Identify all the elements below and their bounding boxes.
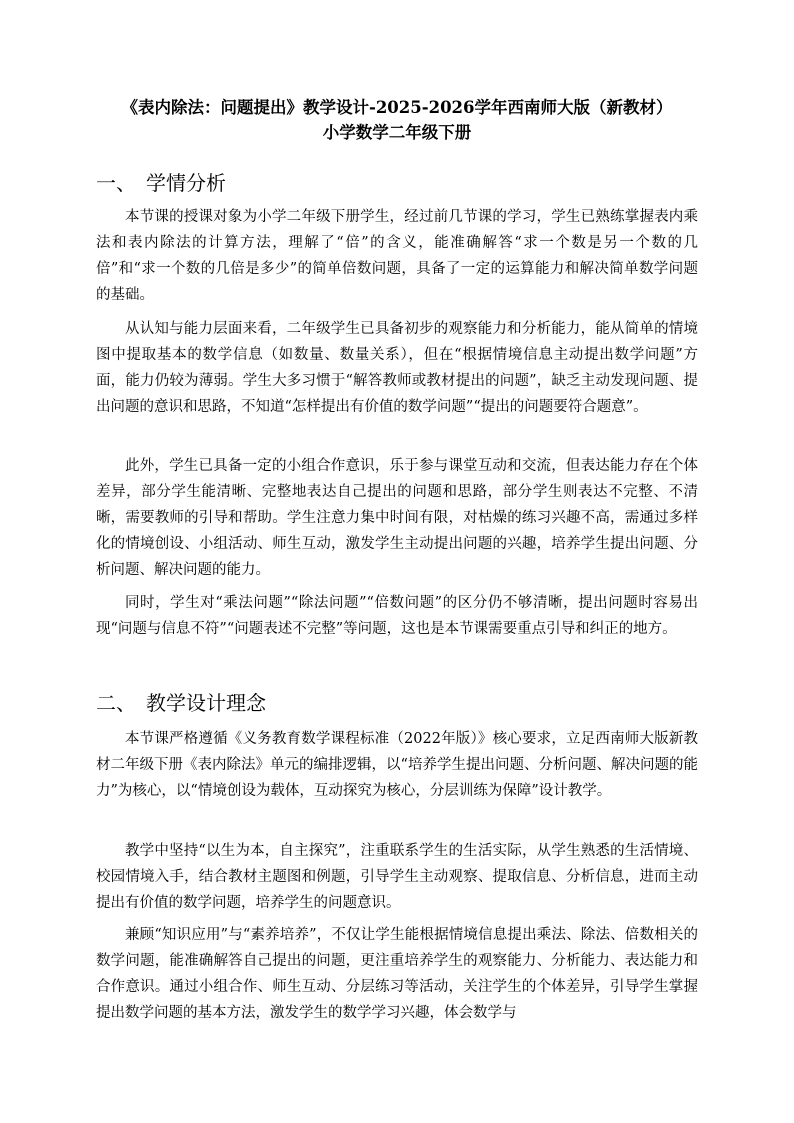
section-title: 学情分析 bbox=[146, 171, 226, 195]
document-title-line-1: 《表内除法：问题提出》教学设计-2025-2026学年西南师大版（新教材） bbox=[121, 98, 673, 117]
paragraph: 同时，学生对“乘法问题”“除法问题”“倍数问题”的区分仍不够清晰，提出问题时容易出现“问题与信息不符”“问题表述不完整”等问题，这也是本节课需要重点引导和纠正的地方。 bbox=[96, 595, 698, 637]
paragraph: 从认知与能力层面来看，二年级学生已具备初步的观察能力和分析能力，能从简单的情境图中提取基本的数学信息（如数量、数量关系），但在“根据情境信息主动提出数学问题”方面，能力仍较为薄弱。学生大多习惯于“解答教师或教材提出的问题”，缺乏主动发现问题、提出问题的意识和思路，不知道“怎样提出有价值的数学问题”“提出的问题要符合题意”。 bbox=[96, 321, 698, 415]
paragraph: 教学中坚持“以生为本，自主探究”，注重联系学生的生活实际，从学生熟悉的生活情境、校园情境入手，结合教材主题图和例题，引导学生主动观察、提取信息、分析信息，进而主动提出有价值的数学问题，培养学生的问题意识。 bbox=[96, 843, 698, 911]
section-title: 教学设计理念 bbox=[146, 691, 266, 715]
section-heading-design-concept bbox=[96, 690, 266, 716]
section-heading-learning-analysis bbox=[96, 170, 226, 196]
document-title-line-2: 小学数学二年级下册 bbox=[322, 123, 472, 142]
paragraph: 此外，学生已具备一定的小组合作意识，乐于参与课堂互动和交流，但表达能力存在个体差异，部分学生能清晰、完整地表达自己提出的问题和思路，部分学生则表达不完整、不清晰，需要教师的引导和帮助。学生注意力集中时间有限，对枯燥的练习兴趣不高，需通过多样化的情境创设、小组活动、师生互动，激发学生主动提出问题的兴趣，培养学生提出问题、分析问题、解决问题的能力。 bbox=[96, 458, 698, 578]
paragraph: 兼顾“知识应用”与“素养培养”，不仅让学生能根据情境信息提出乘法、除法、倍数相关的数学问题，能准确解答自己提出的问题，更注重培养学生的观察能力、分析能力、表达能力和合作意识。通过小组合作、师生互动、分层练习等活动，关注学生的个体差异，引导学生掌握提出数学问题的基本方法，激发学生的数学学习兴趣，体会数学与 bbox=[96, 927, 698, 1021]
section-number: 二、 bbox=[96, 691, 136, 715]
paragraph: 本节课严格遵循《义务教育数学课程标准（2022年版）》核心要求，立足西南师大版新教材二年级下册《表内除法》单元的编排逻辑，以“培养学生提出问题、分析问题、解决问题的能力”为核心，以“情境创设为载体，互动探究为核心，分层训练为保障”设计教学。 bbox=[96, 731, 698, 799]
section-number: 一、 bbox=[96, 171, 136, 195]
paragraph: 本节课的授课对象为小学二年级下册学生，经过前几节课的学习，学生已熟练掌握表内乘法和表内除法的计算方法，理解了“倍”的含义，能准确解答“求一个数是另一个数的几倍”和“求一个数的几倍是多少”的简单倍数问题，具备了一定的运算能力和解决简单数学问题的基础。 bbox=[96, 209, 698, 303]
